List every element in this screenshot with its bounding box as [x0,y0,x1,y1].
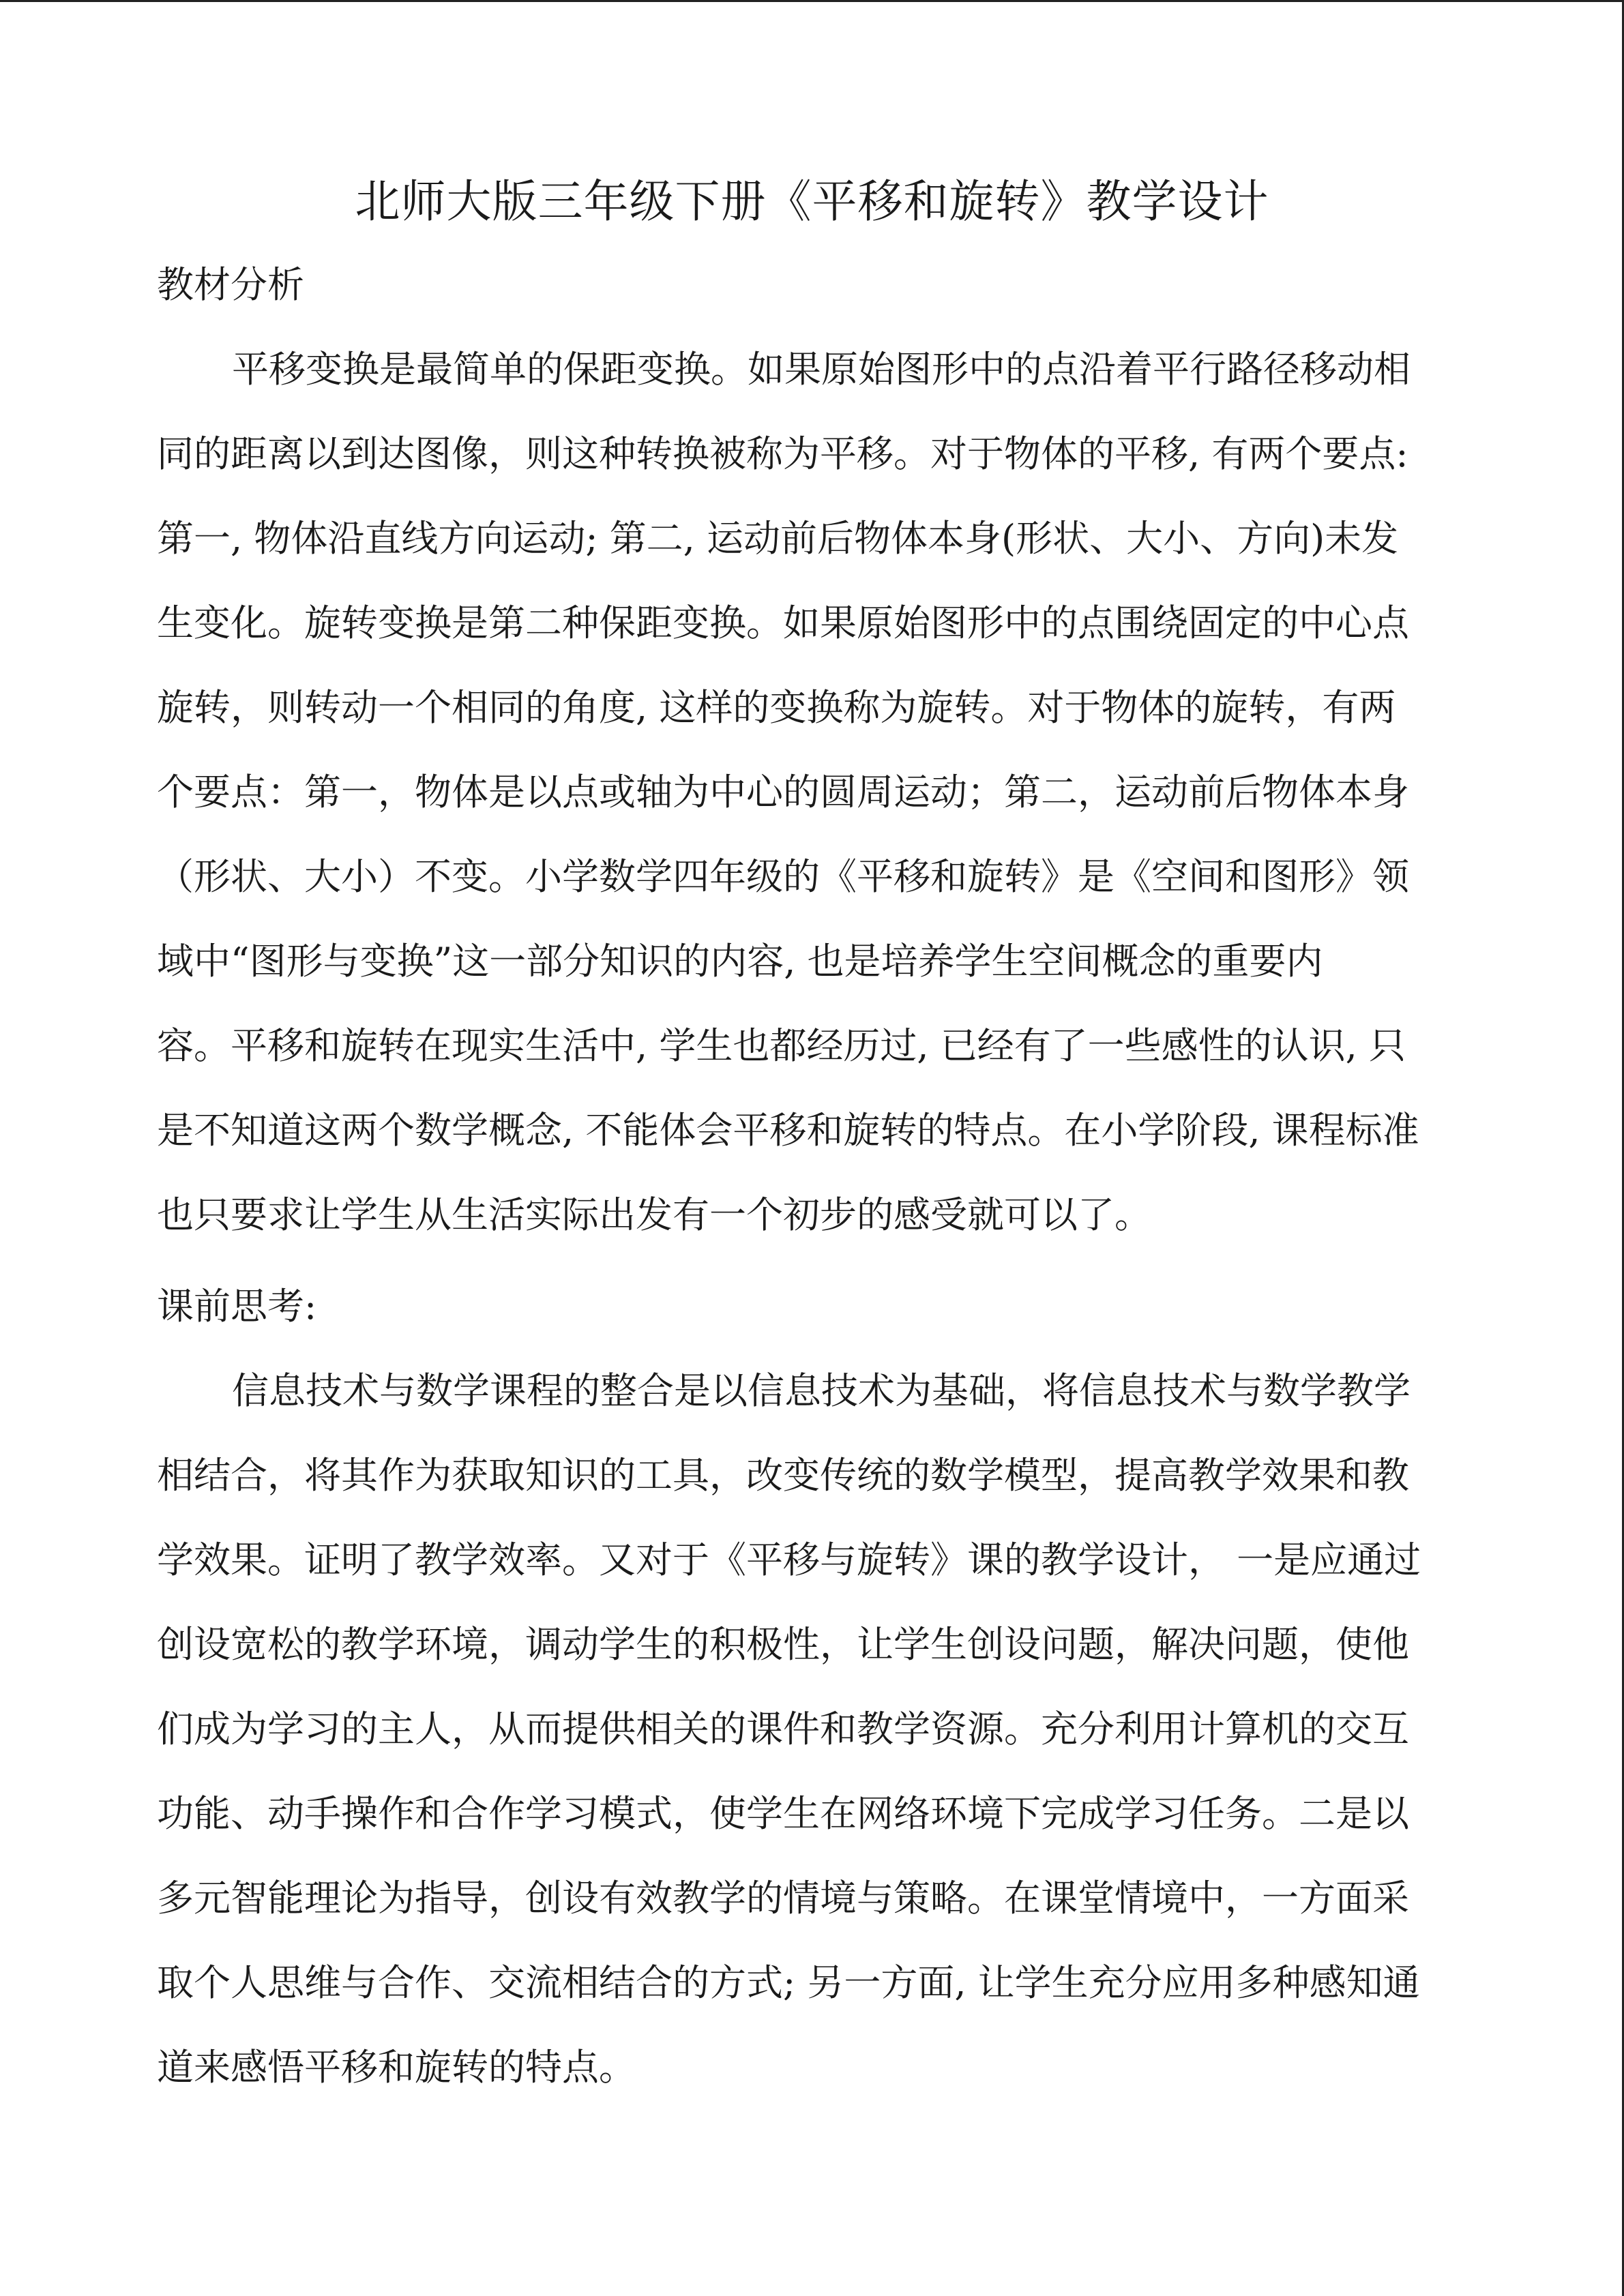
text-line: 们成为学习的主人，从而提供相关的课件和教学资源。充分利用计算机的交互 [157,1708,1409,1750]
text-line: 同的距离以到达图像，则这种转换被称为平移。对于物体的平移, 有两个要点: [157,432,1408,475]
text-line: 平移变换是最简单的保距变换。如果原始图形中的点沿着平行路径移动相 [232,348,1411,391]
text-line: 道来感悟平移和旋转的特点。 [157,2046,636,2089]
text-line: 生变化。旋转变换是第二种保距变换。如果原始图形中的点围绕固定的中心点 [157,601,1409,644]
text-line: （形状、大小）不变。小学数学四年级的《平移和旋转》是《空间和图形》领 [157,855,1409,898]
text-line: 多元智能理论为指导，创设有效教学的情境与策略。在课堂情境中，一方面采 [157,1877,1409,1920]
text-line: 相结合，将其作为获取知识的工具，改变传统的数学模型，提高教学效果和教 [157,1454,1409,1497]
document-title: 北师大版三年级下册《平移和旋转》教学设计 [355,175,1269,228]
section-heading-textbook-analysis: 教材分析 [157,263,304,306]
text-line: 取个人思维与合作、交流相结合的方式; 另一方面, 让学生充分应用多种感知通 [157,1961,1420,2004]
section-heading-pre-class-thinking: 课前思考: [157,1285,317,1328]
text-line: 学效果。证明了教学效率。又对于《平移与旋转》课的教学设计， 一是应通过 [157,1538,1421,1581]
paragraph-textbook-analysis [157,327,1466,1257]
text-line: 个要点：第一，物体是以点或轴为中心的圆周运动；第二，运动前后物体本身 [157,771,1409,814]
text-line: 域中“图形与变换”这一部分知识的内容, 也是培养学生空间概念的重要内 [157,940,1323,983]
text-line: 功能、动手操作和合作学习模式，使学生在网络环境下完成学习任务。二是以 [157,1792,1409,1835]
paragraph-pre-class-thinking [157,1349,1466,2110]
text-line: 第一, 物体沿直线方向运动; 第二, 运动前后物体本身(形状、大小、方向)未发 [157,517,1399,560]
text-line: 信息技术与数学课程的整合是以信息技术为基础，将信息技术与数学教学 [232,1369,1411,1412]
text-line: 是不知道这两个数学概念, 不能体会平移和旋转的特点。在小学阶段, 课程标准 [157,1109,1419,1152]
text-line: 创设宽松的教学环境，调动学生的积极性，让学生创设问题，解决问题，使他 [157,1623,1409,1666]
text-line: 旋转，则转动一个相同的角度, 这样的变换称为旋转。对于物体的旋转，有两 [157,686,1396,729]
text-line: 也只要求让学生从生活实际出发有一个初步的感受就可以了。 [157,1193,1151,1236]
text-line: 容。平移和旋转在现实生活中, 学生也都经历过, 已经有了一些感性的认识, 只 [157,1024,1406,1067]
